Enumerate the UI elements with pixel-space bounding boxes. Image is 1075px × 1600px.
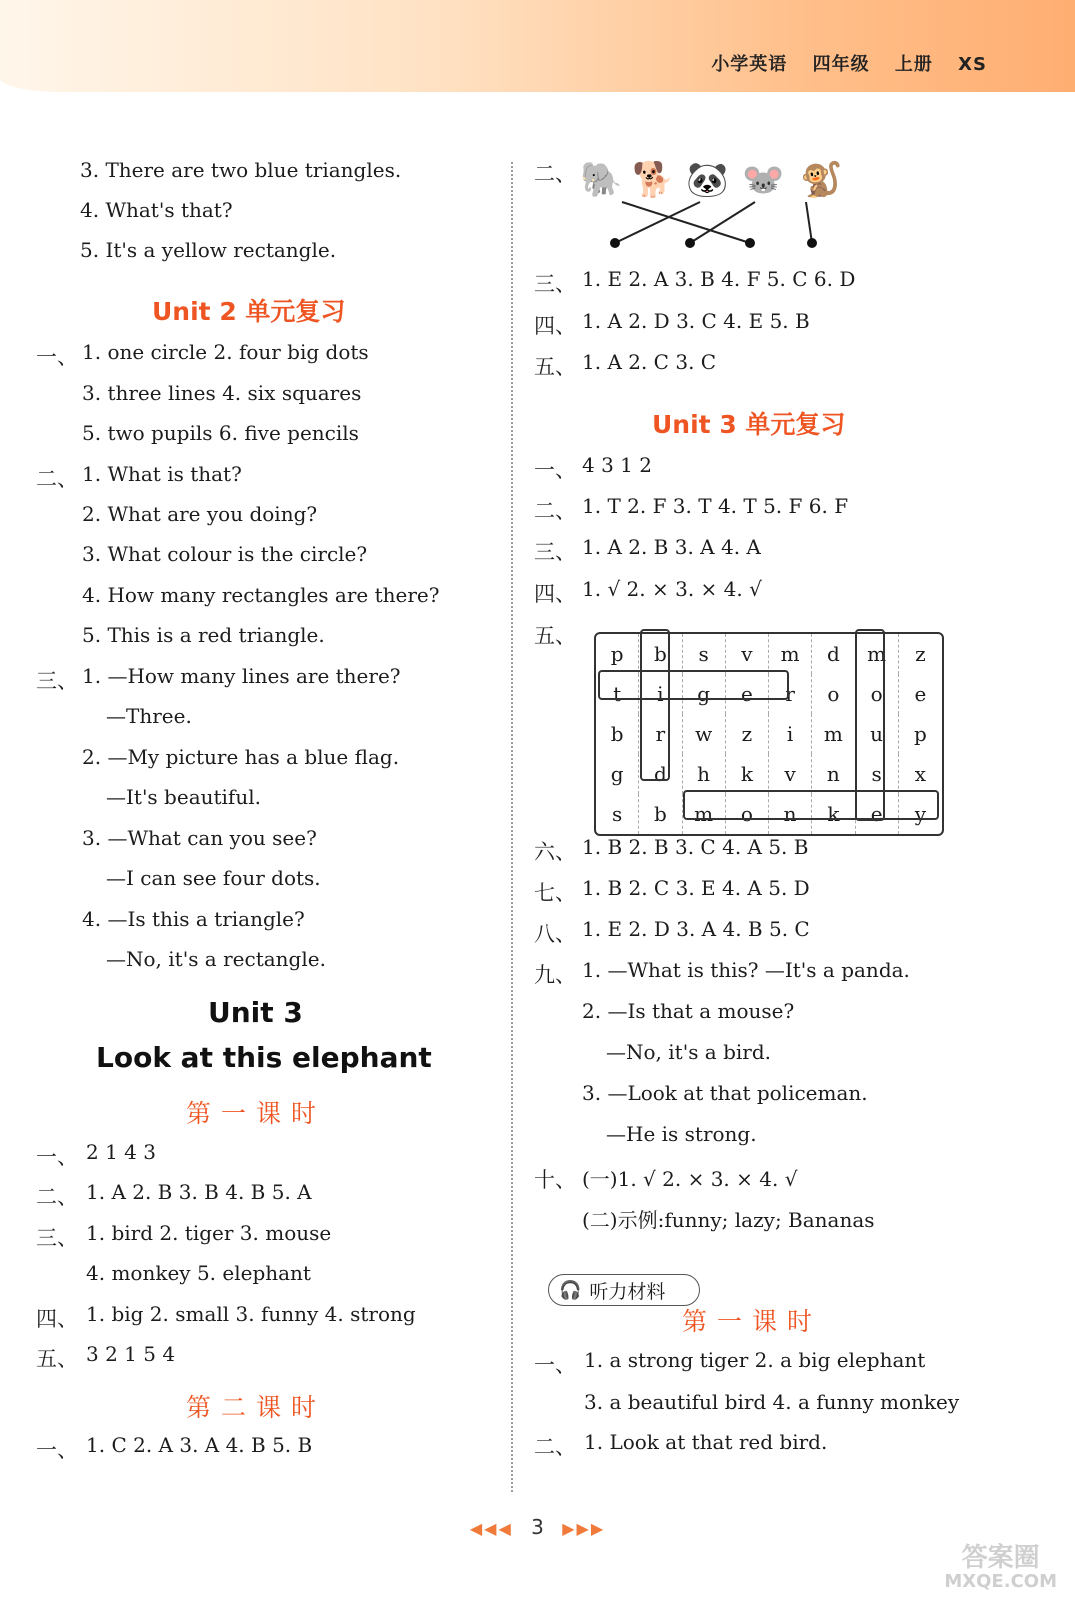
- match-line: [615, 202, 700, 243]
- grid-cell: v: [726, 634, 769, 674]
- panda-icon: 🐼: [686, 160, 729, 200]
- section-label: 一、: [534, 458, 576, 482]
- answer-line: 1. —What is this? —It's a panda.: [582, 958, 910, 982]
- grid-cell: v: [769, 754, 812, 794]
- left-arrows-icon: ◀◀◀: [469, 1519, 513, 1538]
- section-label: 一、: [534, 1353, 576, 1377]
- answer-line: —He is strong.: [606, 1122, 757, 1146]
- answer-line: 2. What are you doing?: [82, 502, 318, 526]
- section-label: 七、: [534, 881, 576, 905]
- grid-cell: n: [812, 754, 855, 794]
- grid-cell: m: [856, 634, 899, 674]
- grid-cell: y: [914, 802, 927, 826]
- match-dot: [610, 238, 620, 248]
- grid-cell: p: [596, 634, 639, 674]
- answer-line: (二)示例:funny; lazy; Bananas: [582, 1208, 875, 1232]
- answer-line: 5. It's a yellow rectangle.: [80, 238, 337, 262]
- grid-cell: r: [639, 714, 682, 754]
- section-label: 三、: [36, 1226, 78, 1250]
- grid-cell: m: [769, 634, 812, 674]
- answer-line: 3 2 1 5 4: [86, 1342, 176, 1366]
- answer-line: 1. A 2. D 3. C 4. E 5. B: [582, 309, 810, 333]
- section-label: 四、: [534, 314, 576, 338]
- answer-line: 1. big 2. small 3. funny 4. strong: [86, 1302, 416, 1326]
- answer-line: 1. B 2. C 3. E 4. A 5. D: [582, 876, 810, 900]
- grid-cell: o: [856, 674, 899, 714]
- header-edition: XS: [958, 54, 987, 75]
- grid-cell: b: [639, 794, 682, 834]
- answer-line: 4. How many rectangles are there?: [82, 583, 440, 607]
- grid-cell: p: [913, 722, 927, 746]
- grid-cell: e: [726, 674, 769, 714]
- right-arrows-icon: ▶▶▶: [562, 1519, 606, 1538]
- section-label: 三、: [534, 540, 576, 564]
- grid-cell: g: [596, 754, 639, 794]
- elephant-icon: 🐘: [580, 160, 623, 200]
- listening-lesson1-title: 第一课时: [682, 1307, 823, 1336]
- section-label: 九、: [534, 963, 576, 987]
- answer-line: 1. B 2. B 3. C 4. A 5. B: [582, 835, 809, 859]
- section-label: 五、: [36, 1347, 78, 1371]
- dog-icon: 🐕: [632, 160, 675, 200]
- answer-line: 1. A 2. B 3. A 4. A: [582, 535, 761, 559]
- section-label: 二、: [36, 467, 78, 491]
- match-dot: [685, 238, 695, 248]
- answer-line: 1. bird 2. tiger 3. mouse: [86, 1221, 332, 1245]
- answer-line: —Three.: [106, 704, 192, 728]
- word-box-monkey: [683, 790, 939, 820]
- grid-cell: u: [856, 714, 899, 754]
- answer-line: 1. What is that?: [82, 462, 242, 486]
- grid-cell: t: [596, 674, 639, 714]
- match-line: [806, 202, 812, 243]
- grid-cell: i: [769, 714, 812, 754]
- grid-cell: r: [769, 674, 812, 714]
- grid-cell: x: [914, 762, 927, 786]
- section-label: 二、: [534, 1435, 576, 1459]
- section-label: 五、: [534, 624, 576, 648]
- grid-cell: o: [726, 794, 769, 834]
- answer-line: 1. T 2. F 3. T 4. T 5. F 6. F: [582, 494, 849, 518]
- grid-cell: o: [812, 674, 855, 714]
- answer-line: 1. one circle 2. four big dots: [82, 340, 369, 364]
- answer-line: 5. This is a red triangle.: [82, 623, 325, 647]
- answer-line: 1. A 2. C 3. C: [582, 350, 717, 374]
- match-dot: [807, 238, 817, 248]
- grid-cell: s: [683, 634, 726, 674]
- section-label: 三、: [36, 669, 78, 693]
- grid-cell: g: [683, 674, 726, 714]
- answer-line: 1. —How many lines are there?: [82, 664, 401, 688]
- answer-line: 1. √ 2. × 3. × 4. √: [582, 577, 762, 601]
- header-subject: 小学英语: [711, 54, 788, 75]
- section-label: 二、: [534, 499, 576, 523]
- answer-line: 1. a strong tiger 2. a big elephant: [584, 1348, 926, 1372]
- answer-line: 3. —Look at that policeman.: [582, 1081, 868, 1105]
- grid-cell: d: [639, 754, 682, 794]
- watermark: [944, 1544, 1057, 1592]
- listening-badge: [548, 1274, 700, 1306]
- match-dot: [745, 238, 755, 248]
- listening-badge-label: 听力材料: [589, 1280, 666, 1303]
- answer-line: 3. What colour is the circle?: [82, 542, 368, 566]
- answer-line: 1. C 2. A 3. A 4. B 5. B: [86, 1433, 313, 1457]
- answer-line: 1. E 2. D 3. A 4. B 5. C: [582, 917, 810, 941]
- answer-line: 1. A 2. B 3. B 4. B 5. A: [86, 1180, 312, 1204]
- answer-line: 1. E 2. A 3. B 4. F 5. C 6. D: [582, 267, 856, 291]
- answer-line: 1. Look at that red bird.: [584, 1430, 828, 1454]
- grid-cell: s: [596, 794, 639, 834]
- answer-line: 3. —What can you see?: [82, 826, 317, 850]
- grid-cell: z: [915, 642, 926, 666]
- grid-cell: i: [639, 674, 682, 714]
- section-label: 五、: [534, 355, 576, 379]
- answer-line: 4 3 1 2: [582, 453, 652, 477]
- answer-line: 4. —Is this a triangle?: [82, 907, 305, 931]
- answer-line: —No, it's a rectangle.: [106, 947, 326, 971]
- grid-cell: e: [856, 794, 899, 834]
- page-number: 3: [531, 1515, 544, 1539]
- answer-line: 2. —Is that a mouse?: [582, 999, 795, 1023]
- monkey-icon: 🐒: [800, 160, 843, 200]
- headphone-icon: 🎧: [559, 1279, 582, 1301]
- match-line: [690, 202, 755, 243]
- grid-cell: e: [914, 682, 927, 706]
- lesson1-title: 第一课时: [186, 1099, 327, 1128]
- grid-cell: k: [812, 794, 855, 834]
- grid-cell: d: [812, 634, 855, 674]
- section-label: 一、: [36, 1438, 78, 1462]
- section-label: 二、: [534, 162, 576, 186]
- grid-cell: n: [769, 794, 812, 834]
- unit3-title: Unit 3: [208, 996, 303, 1029]
- grid-cell: b: [639, 634, 682, 674]
- word-box-bird: [640, 629, 670, 781]
- column-divider: [511, 162, 513, 1492]
- section-label: 四、: [36, 1307, 78, 1331]
- answer-line: 2. —My picture has a blue flag.: [82, 745, 400, 769]
- answer-line: 5. two pupils 6. five pencils: [82, 421, 359, 445]
- answer-line: 3. three lines 4. six squares: [82, 381, 362, 405]
- section-label: 四、: [534, 582, 576, 606]
- header-grade: 四年级: [812, 54, 870, 75]
- grid-cell: k: [726, 754, 769, 794]
- answer-line: —It's beautiful.: [106, 785, 261, 809]
- grid-cell: b: [596, 714, 639, 754]
- book-header: [693, 50, 987, 76]
- section-label: 一、: [36, 345, 78, 369]
- page-footer: [0, 1515, 1075, 1539]
- section-label: 八、: [534, 922, 576, 946]
- answer-line: 4. What's that?: [80, 198, 233, 222]
- grid-cell: s: [856, 754, 899, 794]
- grid-cell: w: [683, 714, 726, 754]
- mouse-icon: 🐭: [742, 160, 785, 200]
- section-label: 六、: [534, 840, 576, 864]
- unit3-review-title: Unit 3 单元复习: [652, 410, 846, 439]
- answer-line: —I can see four dots.: [106, 866, 321, 890]
- match-line: [622, 202, 750, 243]
- section-label: 十、: [534, 1168, 576, 1192]
- answer-line: (一)1. √ 2. × 3. × 4. √: [582, 1167, 798, 1191]
- section-label: 二、: [36, 1185, 78, 1209]
- section-label: 三、: [534, 272, 576, 296]
- grid-cell: z: [726, 714, 769, 754]
- grid-cell: m: [812, 714, 855, 754]
- lesson2-title: 第二课时: [186, 1393, 327, 1422]
- grid-cell: h: [683, 754, 726, 794]
- watermark-line2: MXQE.COM: [944, 1571, 1057, 1593]
- unit2-review-title: Unit 2 单元复习: [152, 297, 346, 326]
- answer-line: —No, it's a bird.: [606, 1040, 772, 1064]
- header-band: [0, 0, 1075, 92]
- header-term: 上册: [894, 54, 933, 75]
- unit3-subtitle: Look at this elephant: [96, 1041, 432, 1074]
- answer-line: 3. a beautiful bird 4. a funny monkey: [584, 1390, 960, 1414]
- answer-line: 4. monkey 5. elephant: [86, 1261, 311, 1285]
- word-box-tiger: [598, 670, 789, 700]
- answer-line: 2 1 4 3: [86, 1140, 156, 1164]
- grid-cell: m: [683, 794, 726, 834]
- answer-line: 3. There are two blue triangles.: [80, 158, 402, 182]
- watermark-line1: 答案圈: [961, 1542, 1040, 1573]
- section-label: 一、: [36, 1145, 78, 1169]
